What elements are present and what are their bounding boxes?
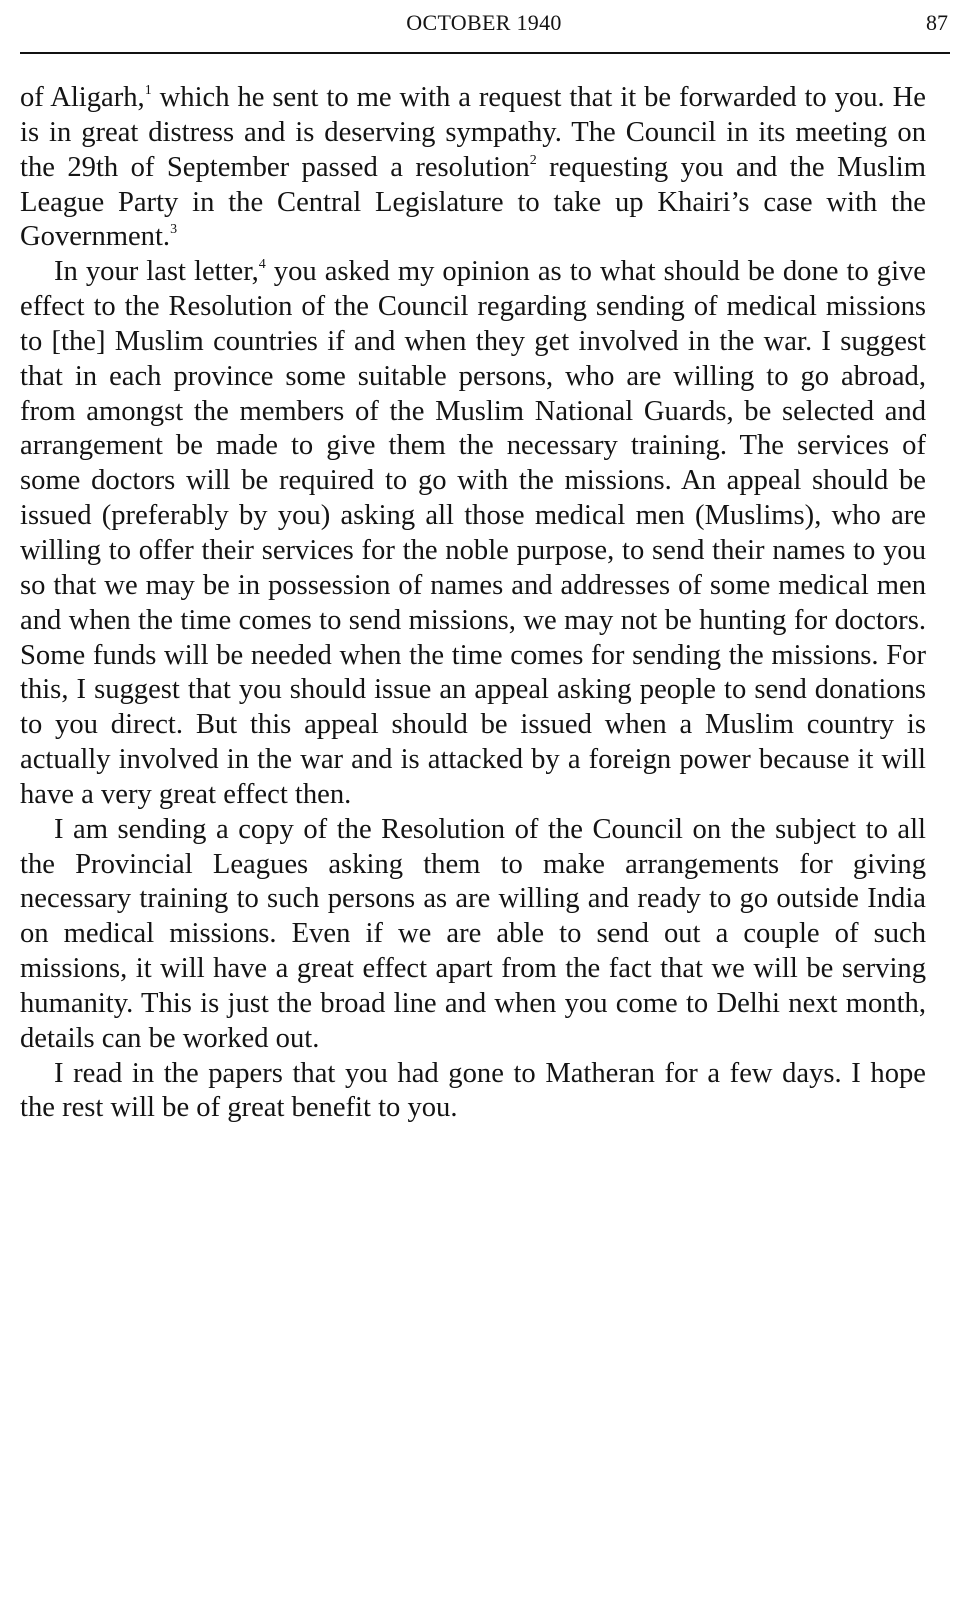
letter-body (20, 81, 926, 1126)
header-rule (20, 52, 950, 54)
footnote-marker-3: 3 (170, 222, 178, 238)
text-run: you asked my opinion as to what should be done to give effect to the Resolution of the Council regarding sending of medical missions to [the] Muslim countries if and when they get involved in the war. I suggest that in each province some suitable persons, who are willing to go abroad, from amongst the members of the Muslim National Guards, be selected and arrangement be made to give them the necessary training. The services of some doctors will be required to go with the missions. An appeal should be issued (preferably by you) asking all those medical men (Muslims), who are willing to offer their services for the noble purpose, to send their names to you so that we may be in possession of names and addresses of some medical men and when the time comes to send missions, we may not be hunting for doctors. Some funds will be needed when the time comes for sending the missions. For this, I suggest that you should issue an appeal asking people to send donations to you direct. But this appeal should be issued when a Muslim country is actually involved in the war and is attacked by a foreign power because it will have a very great effect then. (20, 256, 926, 810)
page-header (0, 10, 968, 44)
text-run: which he sent to me with a request that it be forwarded to you. He is in great distress and is deserving sympathy. The Council in its meeting on the 29th of September passed a resolution (20, 82, 926, 183)
paragraph-1 (20, 81, 926, 255)
page-number: 87 (926, 10, 948, 35)
footnote-marker-1: 1 (144, 83, 152, 98)
text-run: of Aligarh, (20, 82, 145, 113)
text-run: I read in the papers that you had gone to Matheran for a few days. I hope the rest will be of great benefit to you. (20, 1057, 926, 1124)
text-run: requesting you and the Muslim League Party in the Central Legislature to take up Khairi’s case with the Government. (20, 151, 926, 253)
footnote-marker-4: 4 (258, 257, 266, 273)
running-title: OCTOBER 1940 (406, 10, 562, 35)
paragraph-2 (20, 255, 926, 813)
text-run: In your last letter, (54, 256, 259, 288)
paragraph-4 (20, 1057, 926, 1127)
text-run: I am sending a copy of the Resolution of the Council on the subject to all the Provincial Leagues asking them to make arrangements for giving necessary training to such persons as are willing and ready to go outside India on medical missions. Even if we are able to send out a couple of such missions, it will have a great effect apart from the fact that we will be serving humanity. This is just the broad line and when you come to Delhi next month, details can be worked out. (20, 813, 926, 1054)
paragraph-3 (20, 813, 926, 1057)
footnote-marker-2: 2 (529, 152, 537, 168)
